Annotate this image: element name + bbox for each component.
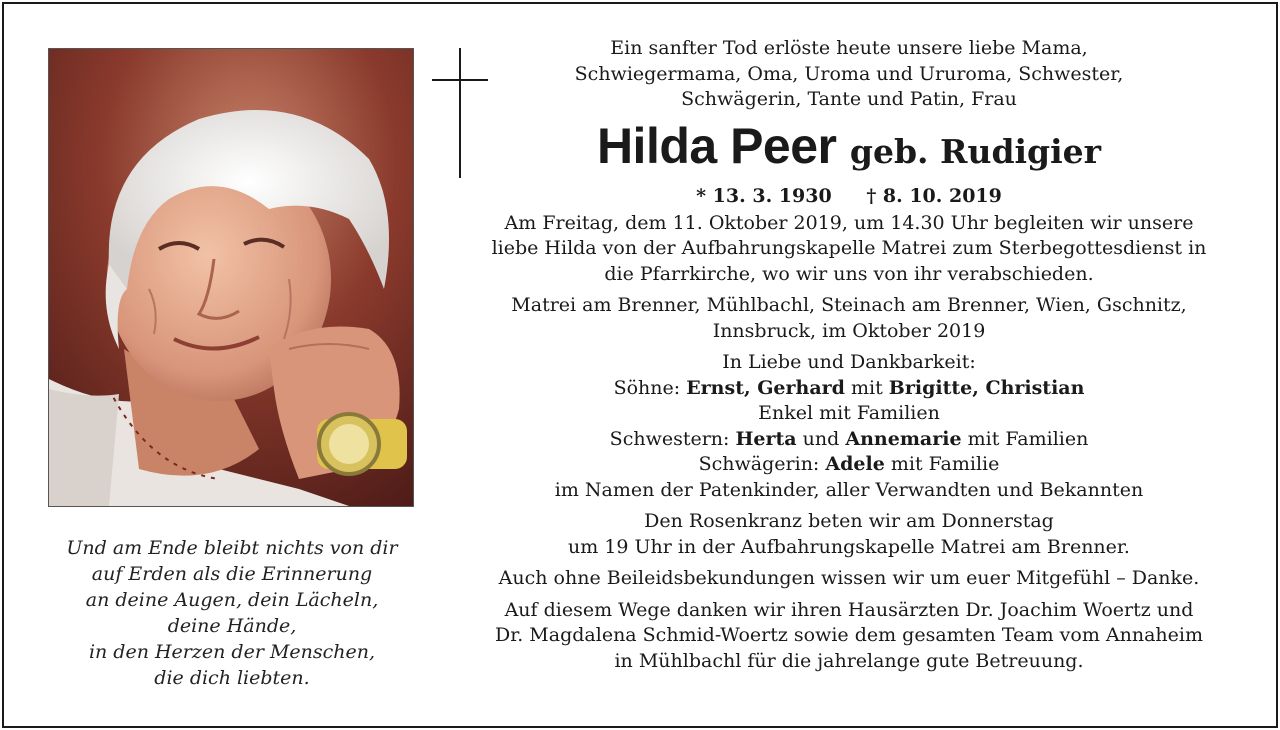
thanks-line: Auf diesem Wege danken wir ihren Hausärzten Dr. Joachim Woertz und — [504, 598, 1194, 621]
sil-name: Adele — [825, 453, 885, 475]
memorial-quote — [32, 535, 432, 691]
quote-line: auf Erden als die Erinnerung — [91, 563, 373, 585]
portrait-photo — [48, 48, 414, 507]
condolence-line: Auch ohne Beileidsbekundungen wissen wir um euer Mitgefühl – Danke. — [498, 567, 1200, 589]
sons-label: Söhne: — [613, 376, 681, 399]
mourners-sons — [454, 376, 1244, 402]
obituary-text — [454, 36, 1244, 674]
funeral-line: die Pfarrkirche, wo wir uns von ihr verabschieden. — [604, 262, 1094, 285]
intro-line: Ein sanfter Tod erlöste heute unsere liebe Mama, — [610, 37, 1088, 59]
sister-name: Herta — [735, 427, 797, 450]
intro-line: Schwägerin, Tante und Patin, Frau — [681, 88, 1017, 110]
deceased-name-heading — [454, 117, 1244, 181]
portrait-illustration — [49, 49, 413, 506]
sil-label: Schwägerin: — [698, 453, 820, 475]
birth-date: * 13. 3. 1930 — [696, 184, 832, 207]
sons-mit: mit — [851, 376, 883, 399]
mourners-sister-in-law — [454, 452, 1244, 478]
sister-name: Annemarie — [845, 427, 962, 450]
thanks-line: in Mühlbachl für die jahrelange gute Betreuung. — [614, 649, 1084, 672]
intro-line: Schwiegermama, Oma, Uroma und Ururoma, Schwester, — [574, 62, 1124, 85]
sisters-suffix: mit Familien — [967, 427, 1089, 450]
maiden-name: geb. Rudigier — [849, 131, 1102, 171]
quote-line: in den Herzen der Menschen, — [88, 641, 376, 663]
deceased-name: Hilda Peer — [596, 117, 837, 174]
rosary-line: um 19 Uhr in der Aufbahrungskapelle Matrei am Brenner. — [568, 535, 1130, 558]
mourners-others: im Namen der Patenkinder, aller Verwandten und Bekannten — [554, 478, 1144, 501]
places-line: Matrei am Brenner, Mühlbachl, Steinach am Brenner, Wien, Gschnitz, — [511, 294, 1187, 316]
sil-suffix: mit Familie — [890, 453, 1000, 475]
sisters-label: Schwestern: — [609, 427, 730, 450]
sisters-und: und — [802, 427, 840, 450]
quote-line: Und am Ende bleibt nichts von dir — [66, 537, 398, 559]
death-date: † 8. 10. 2019 — [866, 184, 1002, 207]
mourners-sisters — [454, 427, 1244, 453]
sons-partners: Brigitte, Christian — [888, 376, 1085, 399]
mourners-heading: In Liebe und Dankbarkeit: — [722, 351, 976, 373]
quote-line: die dich liebten. — [154, 667, 310, 689]
places-line: Innsbruck, im Oktober 2019 — [712, 319, 986, 342]
mourners-grandchildren: Enkel mit Familien — [758, 402, 940, 424]
rosary-line: Den Rosenkranz beten wir am Donnerstag — [644, 510, 1054, 532]
quote-line: an deine Augen, dein Lächeln, — [85, 589, 379, 611]
life-dates — [454, 181, 1244, 211]
obituary-frame — [2, 2, 1278, 728]
funeral-line: liebe Hilda von der Aufbahrungskapelle Matrei zum Sterbegottesdienst in — [491, 237, 1207, 259]
sons-names: Ernst, Gerhard — [686, 376, 845, 399]
funeral-line: Am Freitag, dem 11. Oktober 2019, um 14.30 Uhr begleiten wir unsere — [504, 211, 1194, 234]
quote-line: deine Hände, — [167, 615, 297, 637]
thanks-line: Dr. Magdalena Schmid-Woertz sowie dem gesamten Team vom Annaheim — [495, 624, 1203, 646]
